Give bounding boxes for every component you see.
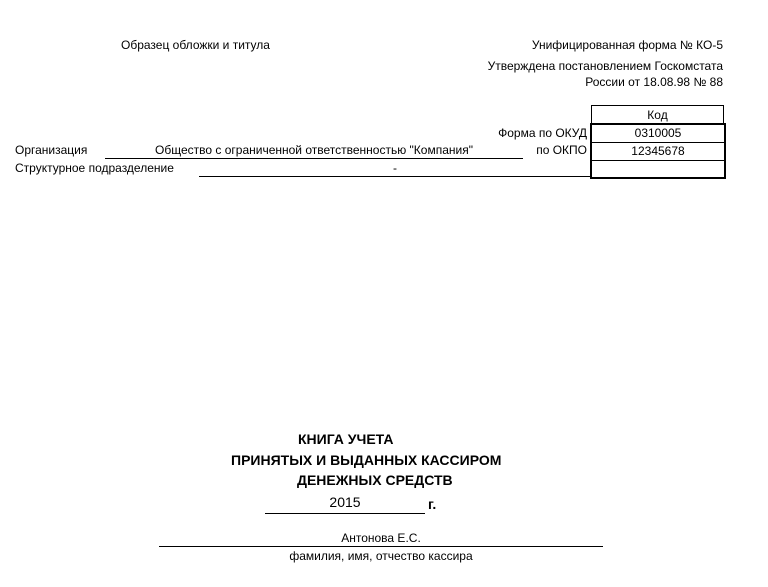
cashier-name: Антонова Е.С.	[341, 531, 421, 545]
subdivision-underline	[199, 176, 591, 177]
year-underline	[265, 513, 425, 514]
okpo-code-cell: 12345678	[592, 143, 724, 161]
organization-label: Организация	[15, 143, 88, 157]
okud-code-cell: 0310005	[592, 125, 724, 143]
approved-line-2: России от 18.08.98 № 88	[585, 75, 723, 89]
extra-code-cell	[592, 161, 724, 179]
okud-label: Форма по ОКУД	[498, 126, 587, 140]
okpo-label: по ОКПО	[536, 143, 587, 157]
subdivision-label: Структурное подразделение	[15, 161, 174, 175]
approved-line-1: Утверждена постановлением Госкомстата	[487, 59, 723, 73]
year-value: 2015	[329, 494, 361, 510]
code-table	[590, 123, 726, 179]
sample-label: Образец обложки и титула	[121, 38, 270, 52]
cashier-underline	[159, 546, 603, 547]
year-suffix: г.	[428, 496, 437, 512]
organization-underline	[105, 158, 523, 159]
subdivision-value: -	[393, 161, 397, 175]
title-line-3: ДЕНЕЖНЫХ СРЕДСТВ	[297, 472, 453, 488]
organization-value: Общество с ограниченной ответственностью "Компания"	[155, 143, 473, 157]
cashier-caption: фамилия, имя, отчество кассира	[289, 549, 473, 563]
title-line-1: КНИГА УЧЕТА	[298, 431, 394, 447]
code-header-cell: Код	[591, 105, 724, 123]
form-name: Унифицированная форма № КО-5	[531, 38, 723, 52]
title-line-2: ПРИНЯТЫХ И ВЫДАННЫХ КАССИРОМ	[231, 452, 502, 468]
